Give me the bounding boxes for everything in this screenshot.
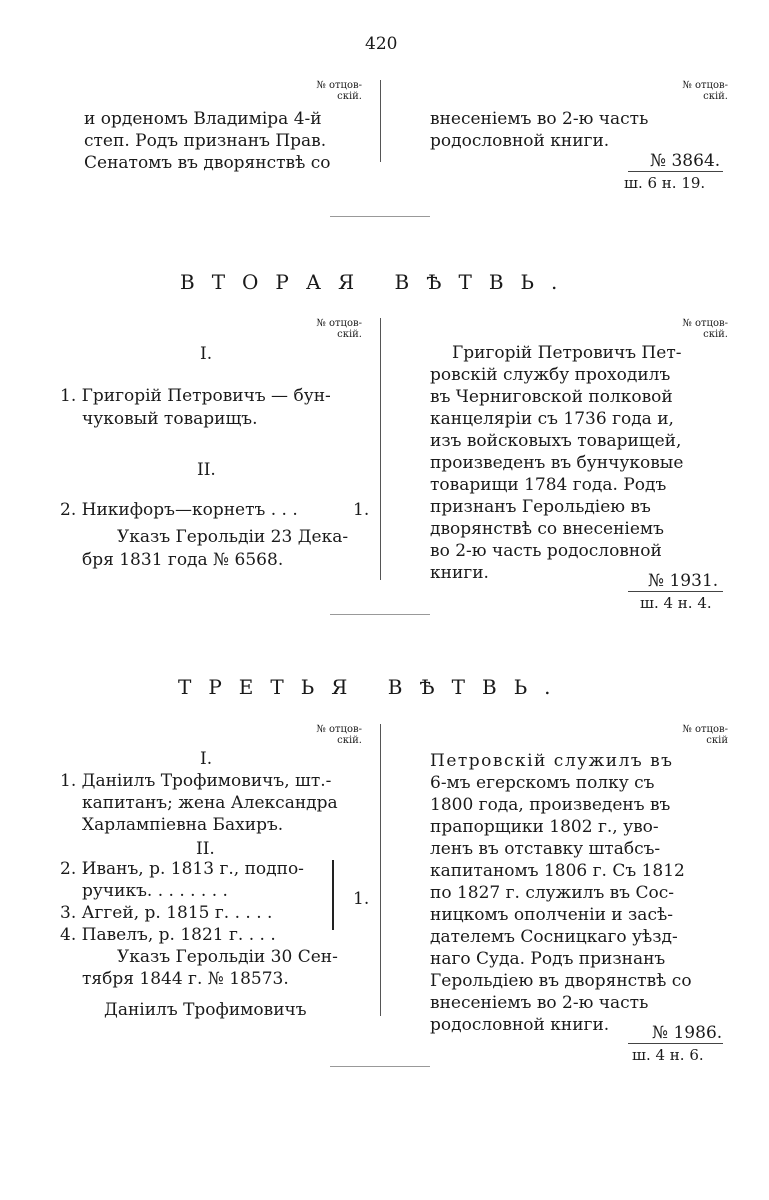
genealogy-num: 1. <box>353 889 370 909</box>
column-divider <box>380 724 381 1016</box>
column-label: № отцов- скій. <box>316 724 362 746</box>
branch-title: ВТОРАЯ ВѢТВЬ. <box>180 270 575 294</box>
column-divider <box>380 318 381 580</box>
section-separator <box>330 614 430 615</box>
top-right-text: внесеніемъ во 2-ю часть родословной книги. <box>430 109 649 151</box>
genealogy-line: 1. Григорій Петровичъ — бун- <box>60 386 331 406</box>
section-separator <box>330 1066 430 1067</box>
record-number: № 1986. <box>652 1023 723 1043</box>
genealogy-num: 1. <box>353 500 370 520</box>
branch2-description: Григорій Петровичъ Пет- ровскій службу проходилъ въ Черниговской полковой канцеляріи съ 1736 года и, изъ войсковыхъ товарищей, произведенъ въ бунчуковые товарищи 1784 года. Родъ признанъ Герольдіею въ дворянствѣ со внесеніемъ во 2-ю часть родословной книги. <box>430 343 684 583</box>
branch3-description: Петровскій служилъ въ 6-мъ егерскомъ полку съ 1800 года, произведенъ въ прапорщики 1802 г., уво- ленъ въ отставку штабсъ- капитаномъ 1806 г. Съ 1812 по 1827 г. служилъ въ Сос- ницкомъ ополченіи и засѣ- дателемъ Сосницкаго уѣзд- наго Суда. Родъ признанъ Герольдіею въ дворянствѣ со внесеніемъ во 2-ю часть родословной книги. <box>430 751 692 1035</box>
genealogy-line: 1. Даніилъ Трофимовичъ, шт.- <box>60 771 332 791</box>
section-separator <box>330 216 430 217</box>
decree-line: Указъ Герольдіи 30 Сен- <box>117 947 338 967</box>
brace <box>332 860 334 930</box>
genealogy-line: 2. Иванъ, р. 1813 г., подпо- <box>60 859 304 879</box>
record-number: № 1931. <box>648 571 719 591</box>
roman-numeral: I. <box>200 749 213 769</box>
roman-numeral: I. <box>200 344 213 364</box>
column-divider <box>380 80 381 162</box>
top-left-text: и орденомъ Владиміра 4-й степ. Родъ признанъ Прав. Сенатомъ въ дворянствѣ со <box>84 109 331 173</box>
genealogy-line: 2. Никифоръ—корнетъ . . . <box>60 500 298 520</box>
column-label: № отцов- скій. <box>682 80 728 102</box>
branch-title: ТРЕТЬЯ ВѢТВЬ. <box>178 675 568 699</box>
decree-line: тября 1844 г. № 18573. <box>82 969 289 989</box>
genealogy-line: 3. Аггей, р. 1815 г. . . . . <box>60 903 273 923</box>
column-label: № отцов- скій <box>682 724 728 746</box>
genealogy-line: чуковый товарищъ. <box>82 409 258 429</box>
record-reference: ш. 6 н. 19. <box>624 174 706 192</box>
roman-numeral: II. <box>196 839 215 859</box>
column-label: № отцов- скій. <box>682 318 728 340</box>
decree-line: Указъ Герольдіи 23 Дека- <box>117 527 349 547</box>
column-label: № отцов- скій. <box>316 318 362 340</box>
page-number: 420 <box>365 34 398 54</box>
genealogy-line: капитанъ; жена Александра <box>82 793 338 813</box>
column-label: № отцов- скій. <box>316 80 362 102</box>
record-reference: ш. 4 н. 6. <box>632 1046 704 1064</box>
decree-line: бря 1831 года № 6568. <box>82 550 284 570</box>
roman-numeral: II. <box>197 460 216 480</box>
genealogy-line: ручикъ. . . . . . . . <box>82 881 228 901</box>
continuation-line: Даніилъ Трофимовичъ <box>104 1000 307 1020</box>
genealogy-line: Харлампіевна Бахиръ. <box>82 815 284 835</box>
record-number: № 3864. <box>650 151 721 171</box>
record-reference: ш. 4 н. 4. <box>640 594 712 612</box>
genealogy-line: 4. Павелъ, р. 1821 г. . . . <box>60 925 276 945</box>
